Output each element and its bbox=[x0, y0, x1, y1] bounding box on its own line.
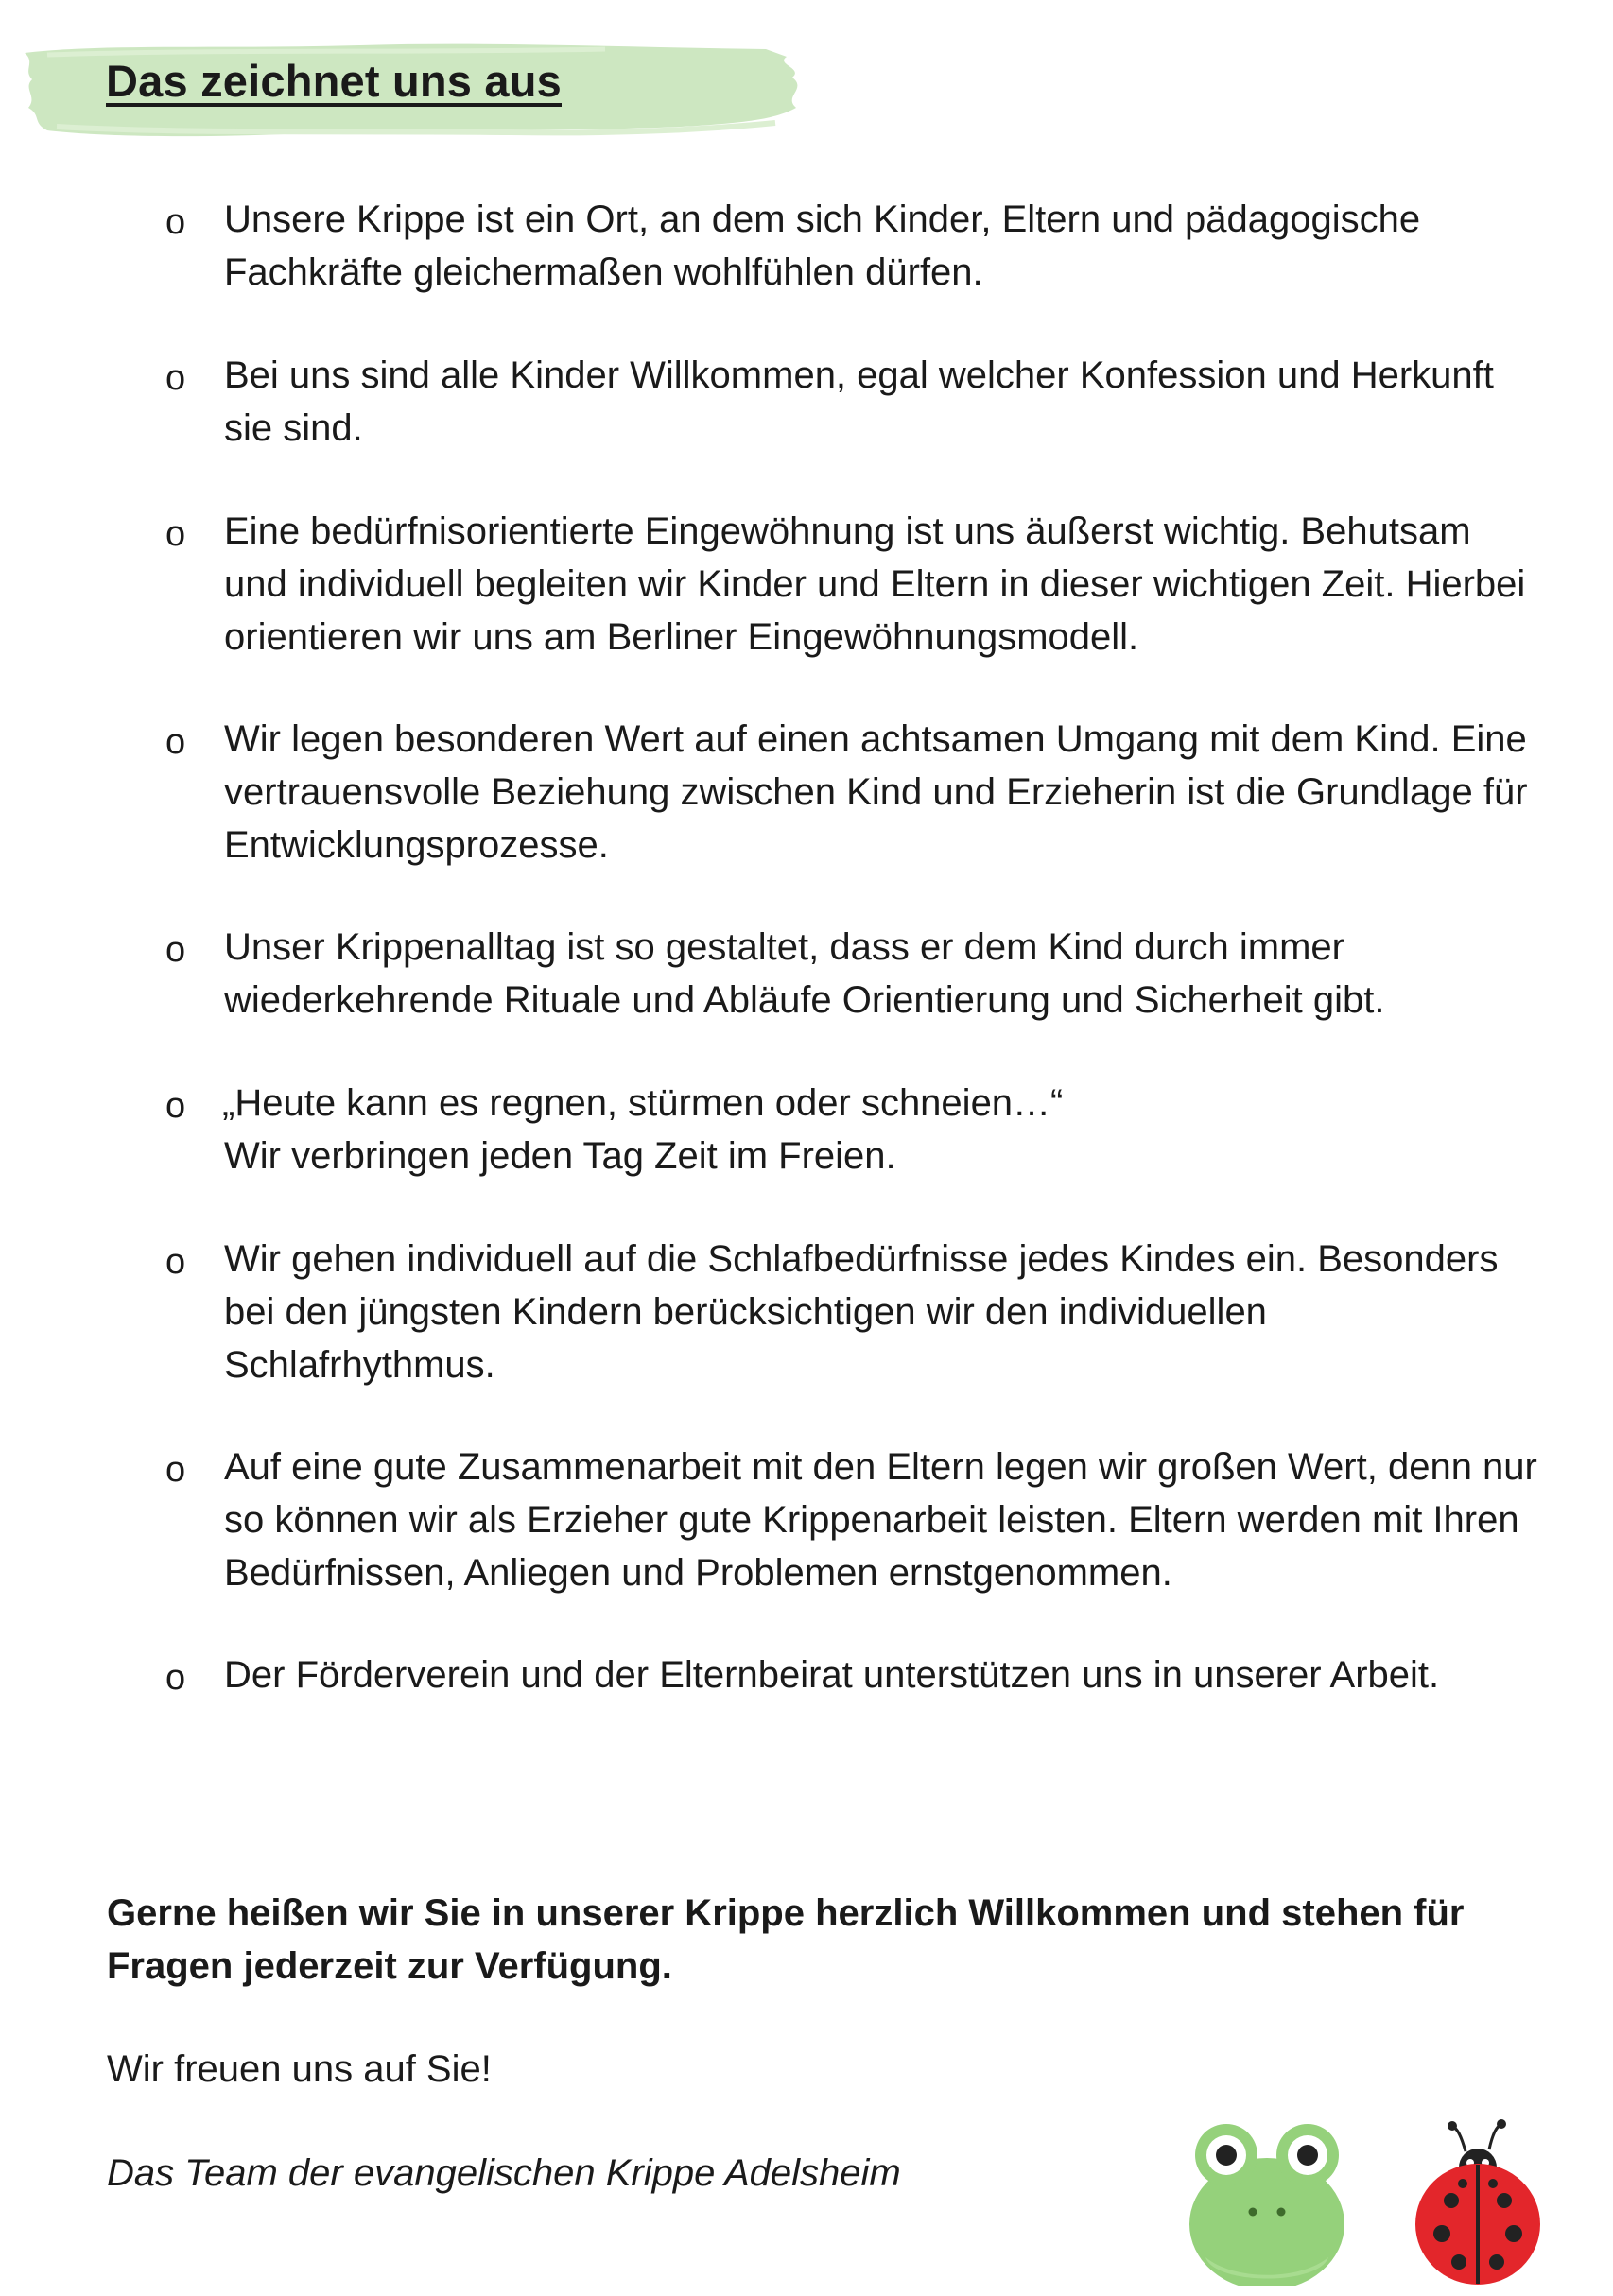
list-item-text: „Heute kann es regnen, stürmen oder schneien…“ Wir verbringen jeden Tag Zeit im Freien. bbox=[222, 1082, 1064, 1177]
list-item-text: Unser Krippenalltag ist so gestaltet, dass er dem Kind durch immer wiederkehrende Rituale und Abläufe Orientierung und Sicherheit gibt. bbox=[224, 926, 1385, 1021]
bullet: o bbox=[165, 722, 186, 762]
list-item-text: Unsere Krippe ist ein Ort, an dem sich Kinder, Eltern und pädagogische Fachkräfte gleichermaßen wohlfühlen dürfen. bbox=[224, 199, 1421, 293]
list-item-text: Wir gehen individuell auf die Schlafbedürfnisse jedes Kindes ein. Besonders bei den jüngsten Kindern berücksichtigen wir den individuellen Schlafrhythmus. bbox=[224, 1238, 1499, 1386]
bullet: o bbox=[165, 930, 186, 970]
bullet: o bbox=[165, 1086, 186, 1126]
page-title: Das zeichnet uns aus bbox=[106, 56, 562, 106]
heading-banner bbox=[19, 36, 813, 142]
looking-forward-text: Wir freuen uns auf Sie! bbox=[107, 2048, 492, 2090]
signature: Das Team der evangelischen Krippe Adelsheim bbox=[107, 2152, 901, 2194]
bullet: o bbox=[165, 1658, 186, 1698]
list-item-text: Der Förderverein und der Elternbeirat unterstützen uns in unserer Arbeit. bbox=[224, 1654, 1440, 1696]
list-item-text: Eine bedürfnisorientierte Eingewöhnung ist uns äußerst wichtig. Behutsam und individuell begleiten wir Kinder und Eltern in dieser wichtigen Zeit. Hierbei orientieren wir uns am Berliner Eingewöhnungsmodell. bbox=[224, 510, 1526, 658]
list-item-text: Bei uns sind alle Kinder Willkommen, egal welcher Konfession und Herkunft sie sind. bbox=[224, 354, 1494, 449]
bullet: o bbox=[165, 1242, 186, 1282]
bullet: o bbox=[165, 358, 186, 398]
illustrations bbox=[1177, 2106, 1555, 2286]
list-item-text: Auf eine gute Zusammenarbeit mit den Eltern legen wir großen Wert, denn nur so können wir als Erzieher gute Krippenarbeit leisten. Eltern werden mit Ihren Bedürfnissen, Anliegen und Problemen ernstgenommen. bbox=[224, 1446, 1537, 1594]
bullet: o bbox=[165, 1450, 186, 1490]
frog-icon bbox=[1189, 2124, 1344, 2286]
welcome-message: Gerne heißen wir Sie in unserer Krippe herzlich Willkommen und stehen für Fragen jederzeit zur Verfügung. bbox=[107, 1892, 1465, 1987]
ladybug-icon bbox=[1415, 2119, 1540, 2285]
bullet: o bbox=[165, 202, 186, 242]
list-item-text: Wir legen besonderen Wert auf einen achtsamen Umgang mit dem Kind. Eine vertrauensvolle Beziehung zwischen Kind und Erzieherin ist die Grundlage für Entwicklungsprozesse. bbox=[224, 718, 1528, 866]
bullet: o bbox=[165, 514, 186, 554]
